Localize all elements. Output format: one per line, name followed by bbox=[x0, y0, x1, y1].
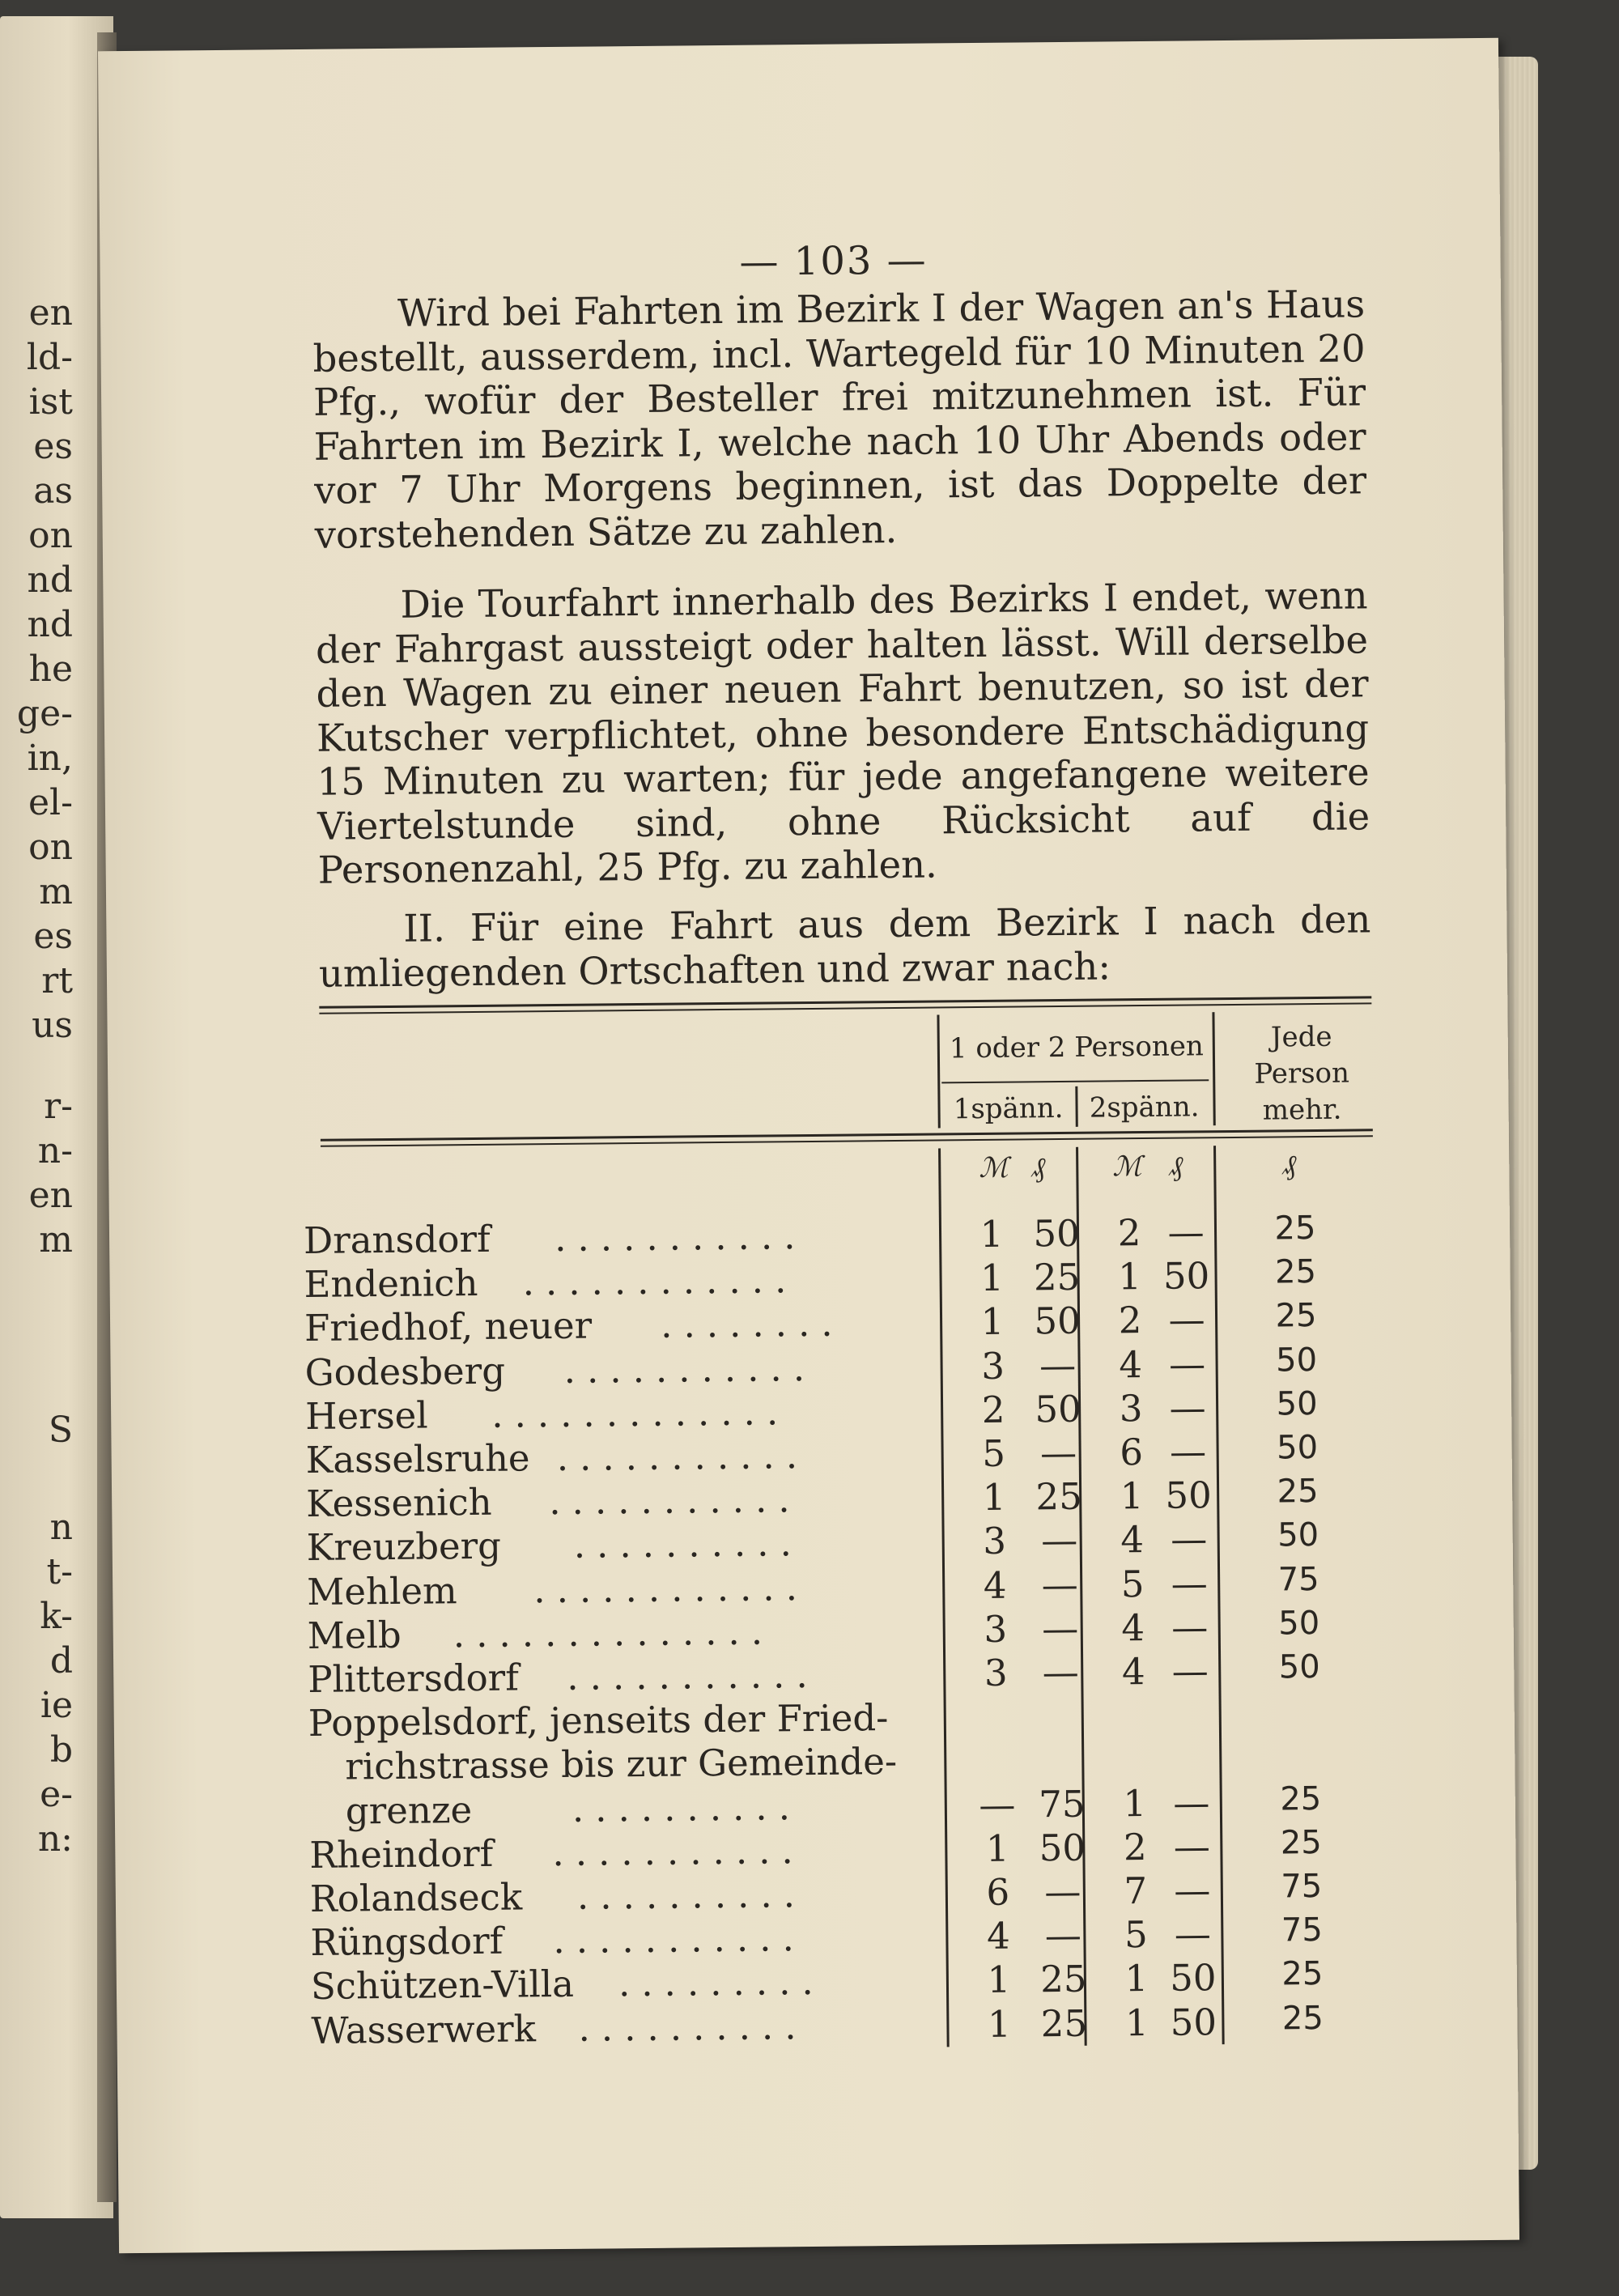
left-page-fragment: d bbox=[49, 1640, 73, 1682]
cell-c2b: — bbox=[1171, 1605, 1209, 1649]
cell-c1b: 25 bbox=[1040, 1958, 1087, 2001]
cell-c1a: 1 bbox=[987, 2002, 1011, 2046]
cell-c2a: 1 bbox=[1120, 1474, 1144, 1518]
leader-dots: .............. bbox=[453, 1609, 775, 1656]
book-page bbox=[98, 38, 1519, 2253]
left-page-fragment: n: bbox=[37, 1818, 73, 1860]
cell-c3: 50 bbox=[1278, 1604, 1320, 1643]
cell-c1b: 25 bbox=[1035, 1474, 1083, 1519]
cell-c1a: 5 bbox=[982, 1431, 1006, 1475]
cell-c1a: 3 bbox=[981, 1344, 1005, 1388]
cell-c2a: 1 bbox=[1117, 1255, 1142, 1299]
cell-c2a: 4 bbox=[1120, 1518, 1145, 1562]
paragraph-2 bbox=[315, 573, 1370, 892]
place-name: richstrasse bis zur Gemeinde- bbox=[345, 1740, 898, 1788]
cell-c3: 25 bbox=[1281, 1955, 1324, 1993]
place-name: Endenich bbox=[304, 1261, 478, 1307]
place-name: Godesberg bbox=[304, 1349, 506, 1394]
cell-c2b bbox=[1158, 1737, 1223, 1738]
leader-dots: ......... bbox=[618, 1960, 825, 2005]
place-name: Hersel bbox=[304, 1393, 428, 1438]
left-page-fragment: S bbox=[48, 1409, 73, 1451]
table-vline-mid bbox=[1075, 1086, 1077, 1127]
unit-mark-1: ℳ bbox=[979, 1151, 1009, 1184]
cell-c2b: 50 bbox=[1162, 1254, 1210, 1298]
cell-c1b: 50 bbox=[1033, 1211, 1080, 1256]
cell-c3: 75 bbox=[1281, 1867, 1323, 1906]
cell-c2a: 2 bbox=[1117, 1211, 1141, 1255]
leader-dots: ........... bbox=[554, 1214, 807, 1261]
cell-c1a: — bbox=[979, 1783, 1016, 1826]
cell-c2b: — bbox=[1174, 1869, 1211, 1912]
cell-c3: 50 bbox=[1277, 1516, 1319, 1554]
left-page-fragment: ie bbox=[40, 1685, 73, 1726]
place-name: Rüngsdorf bbox=[310, 1919, 504, 1965]
cell-c2b: 50 bbox=[1170, 2000, 1217, 2044]
left-page-fragment: on bbox=[28, 827, 73, 868]
left-page-fragment: es bbox=[33, 916, 73, 957]
left-page-fragment: en bbox=[28, 292, 73, 334]
cell-c1a bbox=[972, 1695, 1021, 1696]
cell-c2a: 3 bbox=[1119, 1386, 1143, 1431]
paragraph-3-text: II. Für eine Fahrt aus dem Bezirk I nach den umliegenden Ortschaften und zwar nach: bbox=[318, 897, 1371, 996]
left-page-fragment: k- bbox=[40, 1596, 73, 1637]
left-page-fragment: t- bbox=[46, 1551, 73, 1592]
leader-dots: .......... bbox=[572, 1784, 802, 1830]
left-page-fragment: r- bbox=[44, 1086, 73, 1127]
cell-c1b: 25 bbox=[1040, 2001, 1088, 2045]
cell-c3: 50 bbox=[1275, 1341, 1318, 1380]
cell-c1a: 6 bbox=[986, 1870, 1010, 1914]
cell-c1b: — bbox=[1042, 1650, 1080, 1694]
cell-c2b: — bbox=[1168, 1341, 1206, 1386]
place-name: grenze bbox=[345, 1788, 473, 1833]
cell-c2a: 2 bbox=[1123, 1825, 1147, 1869]
cell-c3: 25 bbox=[1281, 1999, 1324, 2038]
cell-c1b: 75 bbox=[1038, 1782, 1086, 1826]
leader-dots: ........... bbox=[552, 1828, 805, 1874]
cell-c2b bbox=[1158, 1693, 1223, 1694]
paragraph-2-text: Die Tourfahrt innerhalb des Bezirks I endet, wenn der Fahrgast aussteigt oder halten lässt. Will derselbe den Wagen zu einer neuen Fahrt benutzen, so ist der Kutscher verpflichtet, ohne besondere Entschädigung 15 Minuten zu warten; für jede angefangene weitere Viertelstunde sind, ohne Rücksicht auf die Personenzahl, 25 Pfg. zu zahlen. bbox=[315, 573, 1370, 892]
cell-c2a: 1 bbox=[1124, 2000, 1149, 2044]
cell-c3: 25 bbox=[1274, 1253, 1317, 1291]
left-page-fragment: in, bbox=[27, 738, 73, 779]
cell-c2a: 4 bbox=[1119, 1342, 1143, 1386]
cell-c1b bbox=[1029, 1694, 1094, 1695]
cell-c1b: — bbox=[1039, 1343, 1077, 1387]
place-name: Wasserwerk bbox=[311, 2006, 537, 2052]
leader-dots: ............ bbox=[522, 1258, 798, 1304]
cell-c2b: — bbox=[1171, 1561, 1208, 1605]
page-number: — 103 — bbox=[739, 237, 928, 285]
paragraph-3 bbox=[318, 897, 1371, 995]
cell-c1a: 3 bbox=[984, 1607, 1008, 1651]
cell-c2a: 5 bbox=[1120, 1562, 1145, 1605]
cell-c1b: — bbox=[1044, 1869, 1081, 1914]
leader-dots: ........ bbox=[660, 1301, 844, 1347]
cell-c2b: — bbox=[1169, 1430, 1207, 1473]
cell-c3: 75 bbox=[1281, 1911, 1324, 1949]
table-subheader-rule bbox=[941, 1079, 1209, 1083]
cell-c2a: 4 bbox=[1121, 1605, 1145, 1650]
leader-dots: ........... bbox=[548, 1478, 801, 1524]
paragraph-1-text: Wird bei Fahrten im Bezirk I der Wagen an's Haus bestellt, ausserdem, incl. Wartegeld für 10 Minuten 20 Pfg., wofür der Besteller frei mitzunehmen ist. Für Fahrten im Bezirk I, welche nach 10 Uhr Abends oder vor 7 Uhr Morgens beginnen, ist das Doppelte der vorstehenden Sätze zu zahlen. bbox=[312, 282, 1367, 557]
leader-dots: ............ bbox=[533, 1565, 810, 1611]
table-header-bottom-rule bbox=[321, 1129, 1373, 1141]
cell-c2b: — bbox=[1173, 1780, 1210, 1825]
left-page-fragment: e- bbox=[40, 1774, 73, 1815]
left-page-fragment: on bbox=[28, 515, 73, 556]
cell-c1a: 1 bbox=[979, 1212, 1004, 1256]
place-name: Dransdorf bbox=[303, 1217, 491, 1262]
cell-c1b: — bbox=[1040, 1519, 1078, 1563]
cell-c1a: 1 bbox=[982, 1475, 1006, 1520]
paragraph-1 bbox=[312, 282, 1367, 556]
place-name: Kessenich bbox=[305, 1480, 492, 1526]
cell-c2b: — bbox=[1169, 1386, 1206, 1430]
cell-c2b: — bbox=[1173, 1825, 1211, 1869]
cell-c1b: 50 bbox=[1039, 1826, 1086, 1870]
table-vline-right bbox=[1212, 1012, 1215, 1125]
left-page-fragment: el- bbox=[28, 782, 73, 823]
place-name: Friedhof, neuer bbox=[304, 1303, 593, 1350]
cell-c1a: 3 bbox=[984, 1651, 1008, 1694]
cell-c2b: — bbox=[1168, 1298, 1205, 1342]
cell-c1b: — bbox=[1044, 1914, 1082, 1958]
left-page-fragment: es bbox=[33, 426, 73, 467]
header-2spann: 2spänn. bbox=[1089, 1091, 1200, 1125]
left-page-fragment: b bbox=[49, 1729, 73, 1771]
unit-pf-3: ₰ bbox=[1282, 1149, 1297, 1182]
cell-c1a: 3 bbox=[983, 1520, 1007, 1563]
cell-c2a: 2 bbox=[1118, 1299, 1142, 1342]
left-page-fragment: ge- bbox=[16, 693, 73, 734]
table-top-rule bbox=[319, 996, 1371, 1008]
cell-c3: 75 bbox=[1277, 1560, 1319, 1599]
left-page-fragment: he bbox=[28, 648, 73, 690]
place-name: Rolandseck bbox=[309, 1875, 523, 1920]
cell-c2b: — bbox=[1167, 1210, 1205, 1254]
cell-c2a: 1 bbox=[1124, 1957, 1149, 2000]
cell-c2a: 4 bbox=[1121, 1650, 1145, 1694]
cell-c1a bbox=[972, 1739, 1021, 1740]
leader-dots: .......... bbox=[576, 1873, 807, 1918]
cell-c2a: 5 bbox=[1124, 1913, 1148, 1957]
cell-c3: 25 bbox=[1274, 1209, 1316, 1248]
header-jede-person: Jede Person mehr. bbox=[1254, 1020, 1350, 1127]
cell-c2a: 1 bbox=[1123, 1781, 1147, 1825]
cell-c2b: 50 bbox=[1169, 1956, 1217, 2000]
leader-dots: ........... bbox=[567, 1652, 819, 1699]
cell-c1a: 1 bbox=[980, 1300, 1005, 1344]
place-name: Kreuzberg bbox=[306, 1524, 502, 1570]
cell-c1b bbox=[1029, 1738, 1094, 1739]
place-name: Plittersdorf bbox=[308, 1656, 520, 1701]
left-page-fragment: n- bbox=[37, 1130, 73, 1171]
cell-c1b: — bbox=[1041, 1606, 1079, 1651]
cell-c2b: — bbox=[1174, 1912, 1212, 1956]
cell-c2b: 50 bbox=[1165, 1473, 1213, 1517]
cell-c1a: 1 bbox=[987, 1958, 1011, 2002]
cell-c1b: 50 bbox=[1035, 1387, 1082, 1431]
leader-dots: ........... bbox=[556, 1434, 810, 1480]
leader-dots: ........... bbox=[553, 1916, 806, 1962]
header-1spann: 1spänn. bbox=[953, 1091, 1064, 1126]
cell-c2a bbox=[1110, 1737, 1158, 1738]
table-vline-left bbox=[937, 1014, 940, 1128]
leader-dots: ........... bbox=[563, 1346, 817, 1392]
left-page-fragment: us bbox=[32, 1005, 73, 1046]
cell-c1a: 4 bbox=[986, 1914, 1010, 1958]
cell-c1a: 1 bbox=[985, 1826, 1009, 1870]
place-name: Schützen-Villa bbox=[310, 1962, 575, 2009]
left-page-fragment: nd bbox=[27, 559, 73, 601]
left-page-fragment: ld- bbox=[26, 337, 73, 378]
unit-pf-2: ₰ bbox=[1169, 1150, 1183, 1183]
cell-c3: 25 bbox=[1275, 1297, 1317, 1335]
cell-c1b: — bbox=[1039, 1431, 1077, 1475]
left-page-fragment: n bbox=[49, 1507, 73, 1548]
left-page-fragment: nd bbox=[27, 604, 73, 645]
unit-mark-2: ℳ bbox=[1112, 1150, 1142, 1184]
place-name: Poppelsdorf, jenseits der Fried- bbox=[308, 1696, 889, 1745]
cell-c3: 50 bbox=[1276, 1384, 1318, 1423]
place-name: Rheindorf bbox=[309, 1831, 494, 1877]
left-page-fragment: en bbox=[28, 1175, 73, 1216]
place-name: Melb bbox=[307, 1613, 402, 1657]
cell-c1a: 4 bbox=[983, 1563, 1007, 1607]
cell-c1b: 25 bbox=[1033, 1255, 1081, 1299]
left-page-fragment: m bbox=[39, 1219, 73, 1261]
cell-c2a: 7 bbox=[1124, 1869, 1148, 1913]
cell-c1b: — bbox=[1041, 1563, 1078, 1606]
cell-c3: 25 bbox=[1280, 1823, 1322, 1862]
left-page-fragment: rt bbox=[41, 960, 73, 1001]
leader-dots: .......... bbox=[578, 2004, 808, 2050]
cell-c3: 50 bbox=[1276, 1428, 1319, 1467]
header-group: 1 oder 2 Personen bbox=[949, 1030, 1204, 1065]
cell-c2a: 6 bbox=[1120, 1431, 1144, 1474]
cell-c1b: 50 bbox=[1034, 1299, 1081, 1343]
leader-dots: ............. bbox=[491, 1390, 790, 1436]
leader-dots: .......... bbox=[573, 1521, 804, 1567]
place-name: Mehlem bbox=[307, 1568, 457, 1614]
cell-c1a: 1 bbox=[979, 1256, 1005, 1300]
cell-c3: 50 bbox=[1278, 1648, 1320, 1686]
cell-c2b: — bbox=[1171, 1649, 1209, 1693]
cell-c3: 25 bbox=[1277, 1473, 1319, 1511]
left-page-fragment: m bbox=[39, 871, 73, 912]
unit-pf-1: ₰ bbox=[1031, 1151, 1046, 1184]
left-page-fragment: ist bbox=[28, 381, 73, 423]
left-page-fragment: as bbox=[33, 470, 73, 512]
cell-c1a: 2 bbox=[981, 1388, 1005, 1431]
cell-c2b: — bbox=[1170, 1517, 1208, 1562]
place-name: Kasselsruhe bbox=[305, 1436, 530, 1482]
cell-c3: 25 bbox=[1280, 1779, 1322, 1818]
